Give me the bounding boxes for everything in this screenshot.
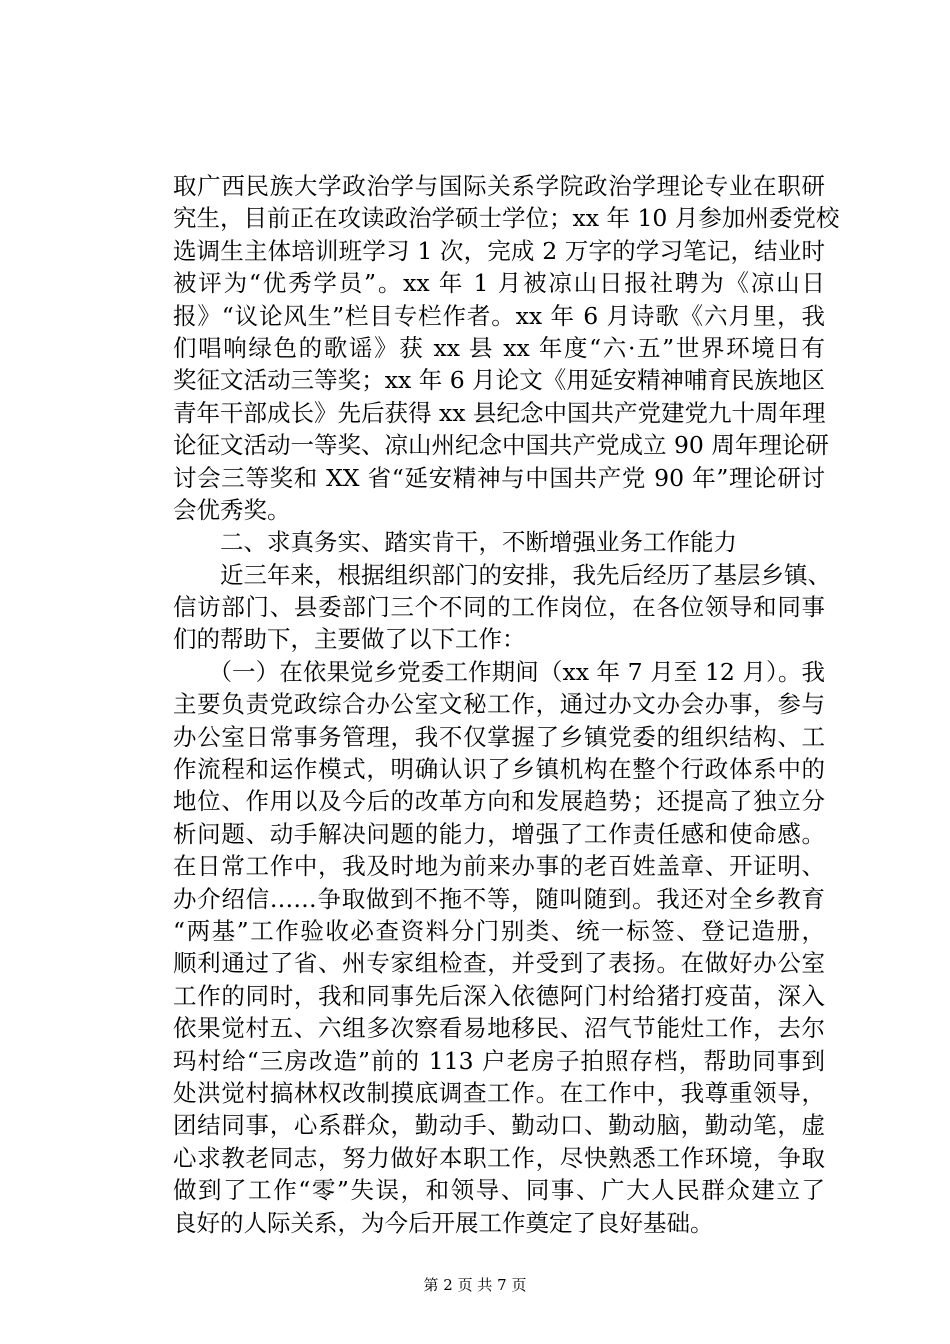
text-line: 信访部门、县委部门三个不同的工作岗位，在各位领导和同事 (173, 593, 825, 622)
text-line: 青年干部成长》先后获得 xx 县纪念中国共产党建党九十周年理 (173, 398, 826, 427)
text-line: 在日常工作中，我及时地为前来办事的老百姓盖章、开证明、 (173, 852, 825, 881)
text-line: 办公室日常事务管理，我不仅掌握了乡镇党委的组织结构、工 (173, 722, 825, 751)
text-line: 办介绍信……争取做到不拖不等，随叫随到。我还对全乡教育 (173, 884, 825, 913)
text-line: 取广西民族大学政治学与国际关系学院政治学理论专业在职研 (173, 172, 825, 200)
subsection-line: （一）在依果觉乡党委工作期间（xx 年 7 月至 12 月）。我 (173, 657, 825, 686)
paragraph-end-line: 良好的人际关系，为今后开展工作奠定了良好基础。 (173, 1208, 714, 1237)
document-body (173, 170, 840, 1239)
text-line: 究生，目前正在攻读政治学硕士学位；xx 年 10 月参加州委党校 (173, 204, 840, 233)
text-line: 作流程和运作模式，明确认识了乡镇机构在整个行政体系中的 (173, 755, 825, 784)
section-heading: 二、求真务实、踏实肯干，不断增强业务工作能力 (173, 528, 737, 557)
text-line: 论征文活动一等奖、凉山州纪念中国共产党成立 90 周年理论研 (173, 431, 829, 460)
paragraph-end-line: 们的帮助下，主要做了以下工作： (173, 625, 526, 654)
text-line: 被评为“优秀学员”。xx 年 1 月被凉山日报社聘为《凉山日 (173, 269, 825, 298)
text-line: 讨会三等奖和 XX 省“延安精神与中国共产党 90 年”理论研讨 (173, 463, 825, 492)
text-line: 玛村给“三房改造”前的 113 户老房子拍照存档，帮助同事到 (173, 1046, 825, 1075)
text-line: 们唱响绿色的歌谣》获 xx 县 xx 年度“六·五”世界环境日有 (173, 333, 825, 362)
text-line: 顺利通过了省、州专家组检查，并受到了表扬。在做好办公室 (173, 949, 825, 978)
text-line: 地位、作用以及今后的改革方向和发展趋势；还提高了独立分 (173, 787, 825, 816)
page-number: 第 2 页 共 7 页 (423, 1276, 527, 1294)
text-line: “两基”工作验收必查资料分门别类、统一标签、登记造册， (173, 916, 825, 945)
text-line: 报》“议论风生”栏目专栏作者。xx 年 6 月诗歌《六月里，我 (173, 301, 825, 330)
text-line: 依果觉村五、六组多次察看易地移民、沼气节能灶工作，去尔 (173, 1014, 825, 1043)
text-line: 主要负责党政综合办公室文秘工作，通过办文办会办事，参与 (173, 690, 825, 719)
text-line: 处洪觉村搞林权改制摸底调查工作。在工作中，我尊重领导， (173, 1078, 825, 1107)
paragraph-end-line: 会优秀奖。 (173, 495, 291, 524)
text-line: 做到了工作“零”失误，和领导、同事、广大人民群众建立了 (173, 1176, 825, 1205)
text-line: 奖征文活动三等奖；xx 年 6 月论文《用延安精神哺育民族地区 (173, 366, 825, 395)
text-line: 心求教老同志，努力做好本职工作，尽快熟悉工作环境，争取 (173, 1143, 825, 1172)
page-footer (0, 1274, 950, 1295)
text-line: 工作的同时，我和同事先后深入依德阿门村给猪打疫苗，深入 (173, 981, 825, 1010)
text-line: 团结同事，心系群众，勤动手、勤动口、勤动脑，勤动笔，虚 (173, 1111, 825, 1140)
text-line: 近三年来，根据组织部门的安排，我先后经历了基层乡镇、 (173, 560, 831, 589)
text-line: 选调生主体培训班学习 1 次，完成 2 万字的学习笔记，结业时 (173, 236, 825, 265)
text-line: 析问题、动手解决问题的能力，增强了工作责任感和使命感。 (173, 819, 825, 848)
